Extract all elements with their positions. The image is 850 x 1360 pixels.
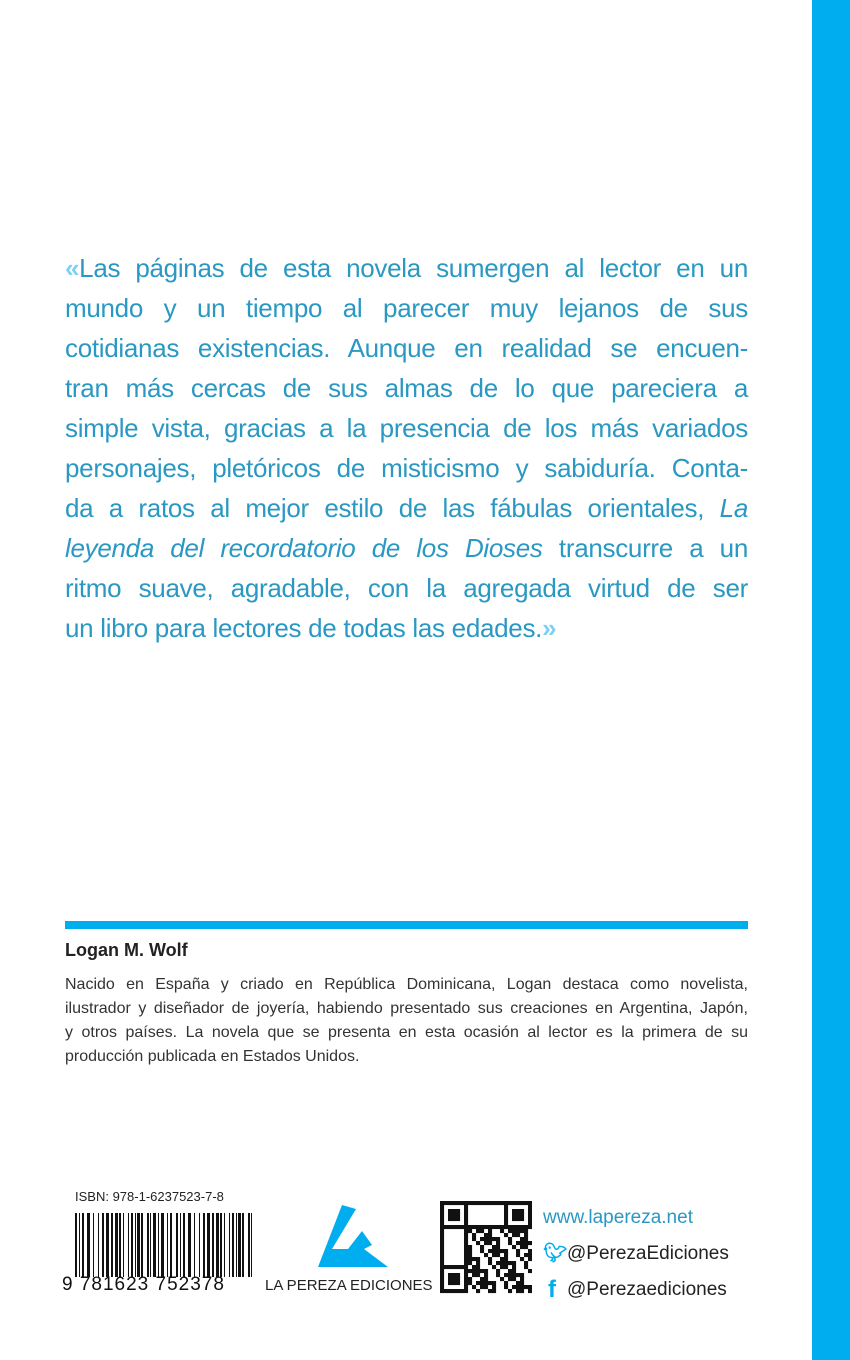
author-bio <box>65 973 748 1069</box>
barcode-bar <box>119 1213 121 1277</box>
author-name: Logan M. Wolf <box>65 940 188 960</box>
twitter-bird-icon: 🐦︎ <box>543 1243 568 1264</box>
quote-text: un libro para lectores de todas las edades. <box>65 613 543 643</box>
website-url[interactable]: www.lapereza.net <box>543 1207 693 1228</box>
quote-line <box>65 608 748 648</box>
publisher-name: LA PEREZA EDICIONES <box>265 1277 433 1294</box>
barcode-bar <box>180 1213 181 1277</box>
barcode-digits: 9 781623 752378 <box>62 1274 225 1295</box>
quote-text: da a ratos al mejor estilo de las fábulas orientales, <box>65 493 705 523</box>
barcode-bar <box>251 1213 252 1277</box>
barcode-image <box>75 1213 255 1277</box>
barcode-bar <box>161 1213 164 1277</box>
quote-text: transcurre a un <box>558 533 748 563</box>
barcode-bar <box>232 1213 234 1277</box>
qr-code[interactable] <box>440 1200 532 1294</box>
quote-line <box>65 248 748 288</box>
barcode-bar <box>111 1213 113 1277</box>
bio-line: producción publicada en Estados Unidos. <box>65 1048 360 1065</box>
bio-line: Nacido en España y criado en República Dominicana, Logan destaca como novelista, <box>65 976 748 993</box>
barcode-bar <box>167 1213 168 1277</box>
quote-line: cotidianas existencias. Aunque en realidad se encuen- <box>65 333 748 363</box>
barcode-bar <box>153 1213 156 1277</box>
barcode-bar <box>131 1213 133 1277</box>
close-guillemet: » <box>542 613 557 643</box>
barcode-bar <box>123 1213 124 1277</box>
barcode-bar <box>220 1213 222 1277</box>
barcode-bar <box>135 1213 136 1277</box>
barcode-bar <box>236 1213 237 1277</box>
barcode-bar <box>98 1213 99 1277</box>
barcode-bar <box>224 1213 225 1277</box>
barcode-bar <box>183 1213 185 1277</box>
barcode-bar <box>137 1213 140 1277</box>
website-link[interactable] <box>543 1200 729 1236</box>
barcode-bar <box>212 1213 214 1277</box>
barcode-bar <box>102 1213 104 1277</box>
barcode-bar <box>207 1213 210 1277</box>
barcode-bar <box>128 1213 129 1277</box>
barcode-bar <box>170 1213 172 1277</box>
divider-rule <box>65 921 748 929</box>
barcode-bar <box>238 1213 241 1277</box>
barcode-bar <box>141 1213 143 1277</box>
barcode-bar <box>242 1213 244 1277</box>
barcode-bar <box>106 1213 109 1277</box>
barcode-bar <box>203 1213 205 1277</box>
barcode-bar <box>216 1213 219 1277</box>
barcode-bar <box>147 1213 149 1277</box>
barcode-bar <box>79 1213 80 1277</box>
quote-line <box>65 488 748 528</box>
spine-color-strip <box>812 0 850 1360</box>
quote-line: mundo y un tiempo al parecer muy lejanos de sus <box>65 293 748 323</box>
facebook-handle[interactable]: @Perezaediciones <box>567 1279 727 1300</box>
barcode-bar <box>115 1213 118 1277</box>
barcode-bar <box>199 1213 200 1277</box>
facebook-link[interactable] <box>543 1272 729 1308</box>
bio-line: ilustrador y diseñador de joyería, habiendo presentado sus creaciones en Argentina, Japón, <box>65 1000 748 1017</box>
book-title-italic: La <box>719 493 748 523</box>
quote-line: personajes, pletóricos de misticismo y sabiduría. Conta- <box>65 453 748 483</box>
contact-links <box>543 1200 729 1308</box>
barcode-bar <box>158 1213 159 1277</box>
barcode-bar <box>176 1213 178 1277</box>
book-title-italic: leyenda del recordatorio de los Dioses <box>65 533 543 563</box>
quote-line: tran más cercas de sus almas de lo que pareciera a <box>65 373 748 403</box>
isbn-label: ISBN: 978-1-6237523-7-8 <box>75 1189 224 1204</box>
barcode-bar <box>75 1213 77 1277</box>
twitter-link[interactable] <box>543 1236 729 1272</box>
barcode-bar <box>87 1213 90 1277</box>
barcode-bar <box>229 1213 230 1277</box>
facebook-icon: f <box>548 1276 556 1303</box>
blurb-quote <box>65 248 748 648</box>
quote-line: simple vista, gracias a la presencia de los más variados <box>65 413 748 443</box>
barcode-bar <box>150 1213 151 1277</box>
quote-line <box>65 528 748 568</box>
barcode-bar <box>248 1213 250 1277</box>
quote-line: ritmo suave, agradable, con la agregada virtud de ser <box>65 573 748 603</box>
quote-text: Las páginas de esta novela sumergen al lector en un <box>79 253 748 283</box>
barcode-bar <box>194 1213 195 1277</box>
publisher-logo <box>312 1205 388 1267</box>
barcode-bar <box>188 1213 191 1277</box>
bio-line: y otros países. La novela que se presenta en esta ocasión al lector es la primera de su <box>65 1024 748 1041</box>
open-guillemet: « <box>65 253 80 283</box>
barcode-bar <box>82 1213 84 1277</box>
barcode-bar <box>93 1213 94 1277</box>
twitter-handle[interactable]: @PerezaEdiciones <box>567 1243 729 1264</box>
